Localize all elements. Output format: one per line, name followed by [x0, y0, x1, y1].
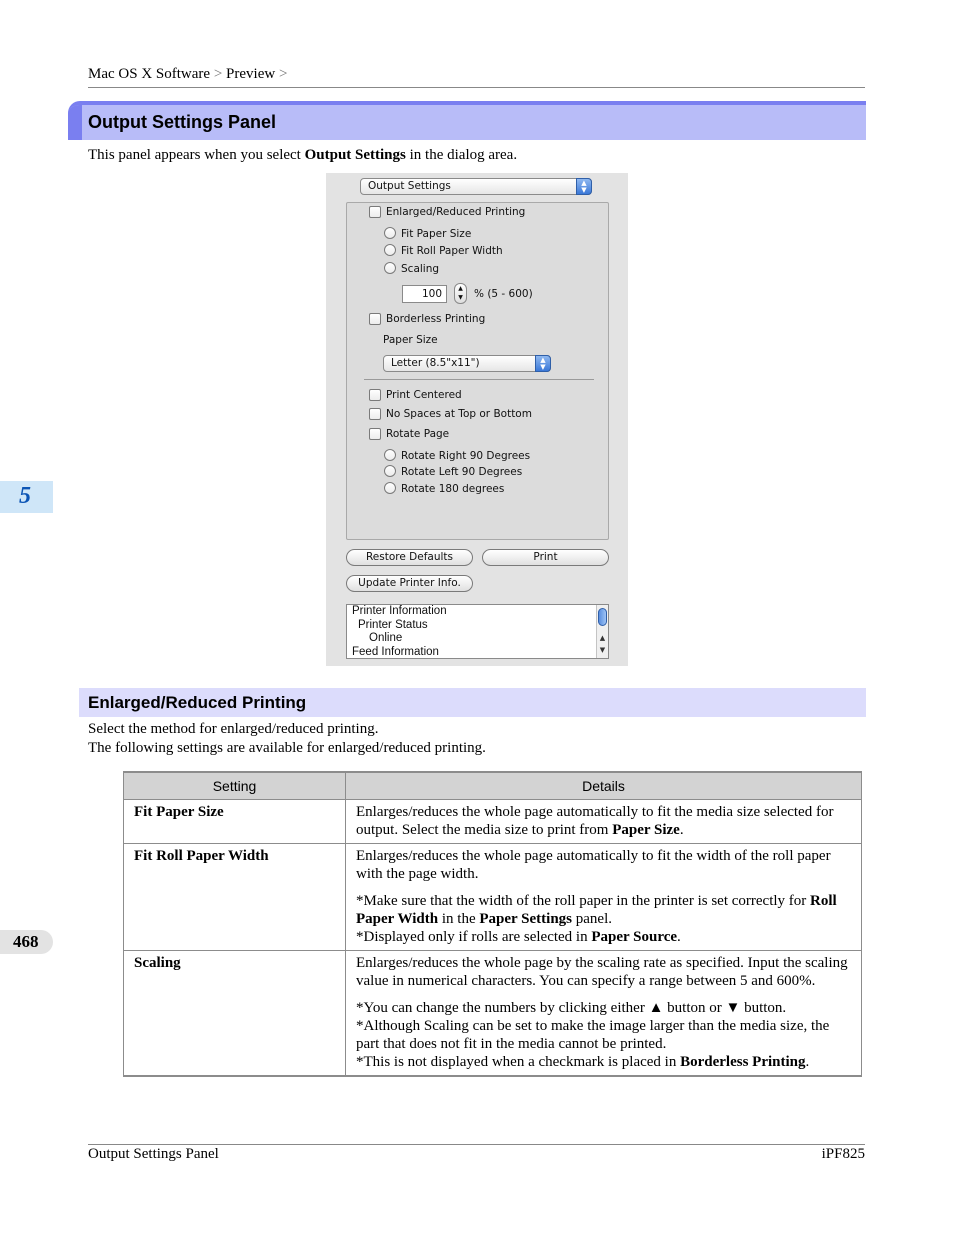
group-divider — [364, 379, 594, 380]
scroll-up-icon[interactable]: ▲ — [599, 634, 606, 642]
borderless-checkbox[interactable] — [369, 313, 381, 325]
details-paragraph: Enlarges/reduces the whole page automatically to fit the width of the roll paper with the page width. — [356, 847, 831, 882]
list-scrollbar[interactable] — [596, 605, 608, 658]
header-rule — [88, 87, 865, 88]
details-text: . — [679, 821, 684, 838]
fit-roll-paper-width-label: Fit Roll Paper Width — [401, 245, 503, 257]
rotate-left-label: Rotate Left 90 Degrees — [401, 466, 523, 478]
setting-name: Fit Roll Paper Width — [124, 843, 346, 950]
breadcrumb-item[interactable]: Preview — [226, 66, 276, 82]
breadcrumb-separator: > — [278, 66, 288, 82]
print-centered-checkbox[interactable] — [369, 389, 381, 401]
printer-info-list[interactable] — [346, 604, 609, 659]
footer-title: Output Settings Panel — [88, 1146, 219, 1162]
details-paragraph — [356, 892, 852, 946]
details-text: *Displayed only if rolls are selected in — [356, 928, 592, 945]
footer-model: iPF825 — [821, 1146, 865, 1162]
details-bold: Paper Settings — [479, 910, 572, 927]
details-text: . — [805, 1053, 810, 1070]
fit-roll-paper-width-radio[interactable] — [384, 244, 396, 256]
print-centered-label: Print Centered — [386, 389, 462, 401]
rotate-page-label: Rotate Page — [386, 428, 450, 440]
table-row — [124, 950, 862, 1076]
column-header-setting: Setting — [124, 772, 346, 799]
details-text: *Although Scaling can be set to make the image larger than the media size, the part that does not fit in the media cannot be printed. — [356, 1017, 830, 1052]
details-text: panel. — [572, 910, 612, 927]
panel-select-value: Output Settings — [368, 180, 451, 192]
panel-select-popup[interactable] — [360, 178, 592, 195]
scaling-stepper[interactable]: ▲ ▼ — [454, 283, 467, 304]
table-row — [124, 843, 862, 950]
details-text: . — [677, 928, 681, 945]
details-text: in the — [438, 910, 480, 927]
output-settings-dialog — [326, 173, 628, 666]
rotate-right-label: Rotate Right 90 Degrees — [401, 450, 531, 462]
section-title: Output Settings Panel — [88, 112, 277, 132]
chapter-number: 5 — [19, 483, 31, 509]
enlarged-reduced-checkbox[interactable] — [369, 206, 381, 218]
fit-paper-size-label: Fit Paper Size — [401, 228, 472, 240]
list-item: Feed Information — [352, 646, 439, 658]
details-text: Enlarges/reduces the whole page automatically to fit the media size selected for output. Select the media size to print from — [356, 803, 834, 838]
details-bold: Paper Size — [612, 821, 680, 838]
scaling-label: Scaling — [401, 263, 440, 275]
table-row — [124, 799, 862, 843]
subsection-line-1: Select the method for enlarged/reduced printing. — [88, 721, 379, 737]
details-text: *Make sure that the width of the roll paper in the printer is set correctly for — [356, 892, 811, 909]
section-header — [68, 101, 866, 140]
details-bold: Borderless Printing — [680, 1053, 806, 1070]
details-text: *You can change the numbers by clicking either ▲ button or ▼ button. — [356, 999, 787, 1016]
list-item: Printer Status — [358, 619, 428, 631]
details-bold: Roll Paper Width — [356, 892, 837, 927]
intro-text — [88, 147, 517, 164]
rotate-180-label: Rotate 180 degrees — [401, 483, 505, 495]
rotate-right-radio[interactable] — [384, 449, 396, 461]
table-header-row — [124, 772, 862, 799]
setting-name: Scaling — [124, 950, 346, 1076]
details-paragraph: Enlarges/reduces the whole page by the scaling rate as specified. Input the scaling value in numerical characters. You can specify a range between 5 and 600%. — [356, 954, 848, 989]
details-paragraph — [356, 999, 852, 1071]
subsection-header — [79, 688, 866, 717]
popup-arrows-icon: ▲ ▼ — [535, 355, 551, 372]
intro-text-part: This panel appears when you select — [88, 147, 305, 163]
scaling-range-label: % (5 - 600) — [474, 288, 533, 300]
list-item: Online — [369, 632, 403, 644]
paper-size-value: Letter (8.5"x11") — [391, 357, 480, 369]
enlarged-reduced-label: Enlarged/Reduced Printing — [386, 206, 526, 218]
borderless-label: Borderless Printing — [386, 313, 486, 325]
print-button[interactable]: Print — [482, 549, 609, 566]
setting-details — [346, 799, 862, 843]
setting-name: Fit Paper Size — [124, 799, 346, 843]
subsection-title: Enlarged/Reduced Printing — [88, 693, 307, 712]
setting-details — [346, 843, 862, 950]
details-text: *This is not displayed when a checkmark is placed in — [356, 1053, 681, 1070]
paper-size-label: Paper Size — [383, 334, 438, 346]
list-item: Printer Information — [352, 605, 447, 617]
no-spaces-checkbox[interactable] — [369, 408, 381, 420]
intro-bold: Output Settings — [304, 147, 406, 163]
restore-defaults-button[interactable]: Restore Defaults — [346, 549, 473, 566]
scaling-radio[interactable] — [384, 262, 396, 274]
setting-details — [346, 950, 862, 1076]
page-number-tab — [0, 930, 53, 954]
footer-rule — [88, 1144, 865, 1145]
section-header-accent — [68, 105, 82, 140]
rotate-left-radio[interactable] — [384, 465, 396, 477]
page-number: 468 — [13, 932, 39, 951]
breadcrumb — [88, 66, 287, 83]
intro-text-part: in the dialog area. — [405, 147, 518, 163]
rotate-180-radio[interactable] — [384, 482, 396, 494]
settings-table — [123, 771, 862, 1077]
scaling-input[interactable]: 100 — [402, 285, 447, 303]
scroll-down-icon[interactable]: ▼ — [599, 646, 606, 654]
fit-paper-size-radio[interactable] — [384, 227, 396, 239]
subsection-line-2: The following settings are available for enlarged/reduced printing. — [88, 740, 486, 756]
popup-arrows-icon: ▲ ▼ — [576, 178, 592, 195]
update-printer-info-button[interactable]: Update Printer Info. — [346, 575, 473, 592]
breadcrumb-separator: > — [213, 66, 223, 82]
scrollbar-thumb[interactable] — [598, 608, 607, 626]
details-bold: Paper Source — [591, 928, 678, 945]
column-header-details: Details — [346, 772, 862, 799]
rotate-page-checkbox[interactable] — [369, 428, 381, 440]
chapter-tab[interactable] — [0, 481, 53, 513]
breadcrumb-item[interactable]: Mac OS X Software — [88, 66, 211, 82]
details-paragraph — [356, 803, 852, 839]
paper-size-popup[interactable] — [383, 355, 551, 372]
no-spaces-label: No Spaces at Top or Bottom — [386, 408, 532, 420]
